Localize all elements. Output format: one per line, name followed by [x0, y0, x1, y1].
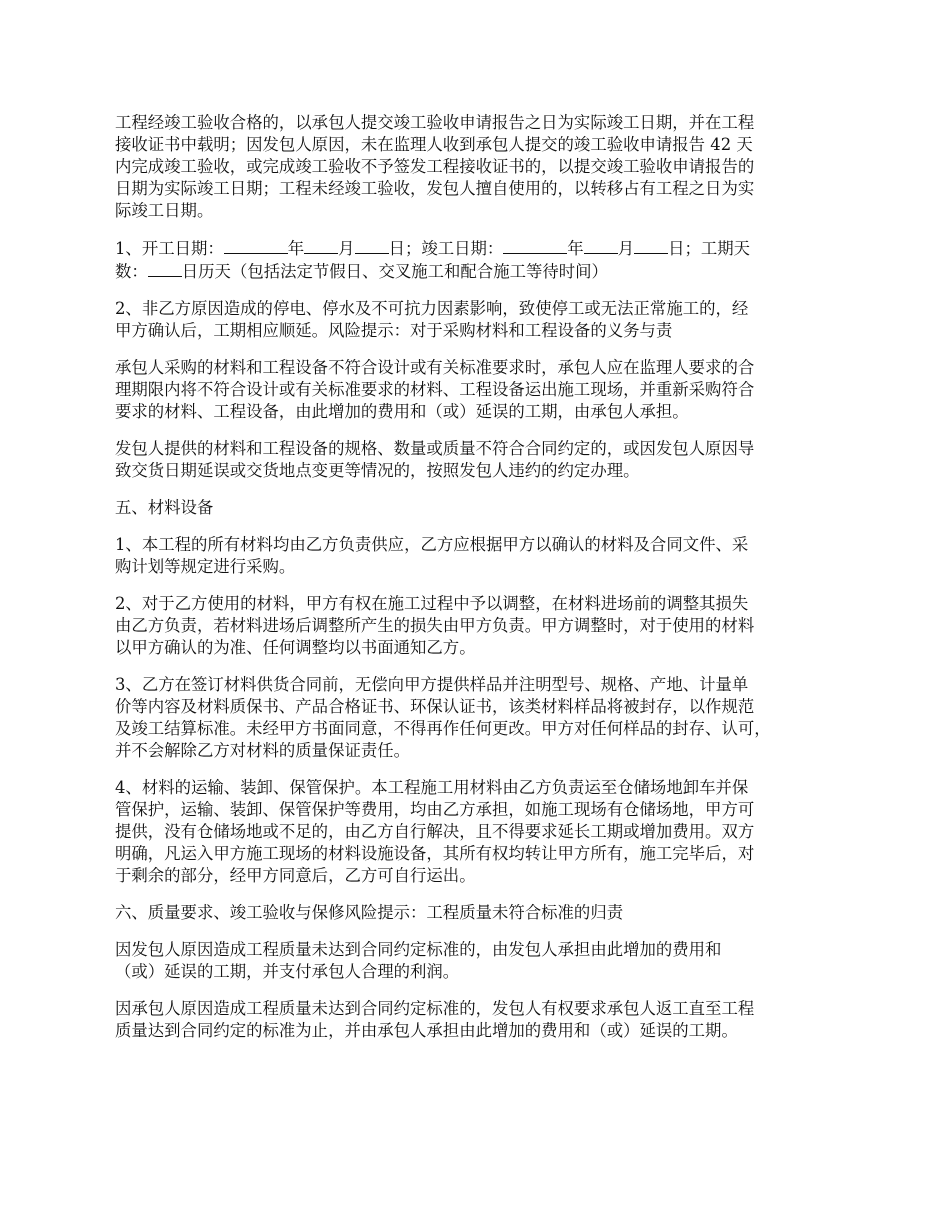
duration-label-cont: 数：	[115, 262, 148, 281]
text-line: 购计划等规定进行采购。	[115, 557, 296, 576]
duration-label: 日；工期天	[668, 239, 751, 258]
text-line: 2、非乙方原因造成的停电、停水及不可抗力因素影响，致使停工或无法正常施工的，经	[115, 299, 749, 318]
text-line: 内完成竣工验收，或完成竣工验收不予签发工程接收证书的，以提交竣工验收申请报告的	[115, 157, 755, 176]
text-line: 4、材料的运输、装卸、保管保护。本工程施工用材料由乙方负责运至仓储场地卸车并保	[115, 778, 749, 797]
text-line: 及竣工结算标准。未经甲方书面同意，不得再作任何更改。甲方对任何样品的封存、认可，	[115, 719, 771, 738]
paragraph-delay-extension	[115, 298, 851, 342]
paragraph-contractor-materials	[115, 357, 851, 423]
text-line: 发包人提供的材料和工程设备的规格、数量或质量不符合合同约定的，或因发包人原因导	[115, 439, 755, 458]
text-line: 五、材料设备	[115, 498, 214, 517]
text-line: 因承包人原因造成工程质量未达到合同约定标准的，发包人有权要求承包人返工直至工程	[115, 999, 755, 1018]
text-line: 甲方确认后，工期相应顺延。风险提示：对于采购材料和工程设备的义务与责	[115, 321, 673, 340]
text-line: 于剩余的部分，经甲方同意后，乙方可自行运出。	[115, 866, 476, 885]
end-year-blank[interactable]	[503, 237, 567, 254]
paragraph-schedule-dates	[115, 237, 851, 283]
year-label: 年	[287, 239, 305, 258]
text-line: 质量达到合同约定的标准为止，并由承包人承担由此增加的费用和（或）延误的工期。	[115, 1021, 738, 1040]
year-label: 年	[567, 239, 584, 258]
paragraph-material-transport	[115, 777, 851, 887]
end-day-blank[interactable]	[634, 237, 668, 254]
calendar-days-note: 日历天（包括法定节假日、交叉施工和配合施工等待时间）	[181, 262, 608, 281]
start-day-blank[interactable]	[355, 237, 389, 254]
text-line: （或）延误的工期，并支付承包人合理的利润。	[115, 962, 460, 981]
text-line: 提供，没有仓储场地或不足的，由乙方自行解决，且不得要求延长工期或增加费用。双方	[115, 822, 755, 841]
text-line: 要求的材料、工程设备，由此增加的费用和（或）延误的工期，由承包人承担。	[115, 402, 689, 421]
text-line	[115, 237, 851, 260]
paragraph-completion-date	[115, 112, 851, 222]
text-line: 价等内容及材料质保书、产品合格证书、环保认证书，该类材料样品将被封存，以作规范	[115, 697, 755, 716]
text-line: 承包人采购的材料和工程设备不符合设计或有关标准要求时，承包人应在监理人要求的合	[115, 358, 755, 377]
text-line: 工程经竣工验收合格的，以承包人提交竣工验收申请报告之日为实际竣工日期，并在工程	[115, 113, 755, 132]
document-page	[115, 112, 851, 1057]
text-line: 管保护，运输、装卸、保管保护等费用，均由乙方承担，如施工现场有仓储场地，甲方可	[115, 800, 755, 819]
text-line: 由乙方负责，若材料进场后调整所产生的损失由甲方负责。甲方调整时，对于使用的材料	[115, 616, 755, 635]
text-line: 2、对于乙方使用的材料，甲方有权在施工过程中予以调整，在材料进场前的调整其损失	[115, 594, 749, 613]
text-line: 理期限内将不符合设计或有关标准要求的材料、工程设备运出施工现场，并重新采购符合	[115, 380, 755, 399]
month-label: 月	[617, 239, 635, 258]
text-line: 3、乙方在签订材料供货合同前，无偿向甲方提供样品并注明型号、规格、产地、计量单	[115, 675, 749, 694]
start-year-blank[interactable]	[224, 237, 288, 254]
paragraph-material-samples	[115, 674, 851, 762]
text-line: 明确，凡运入甲方施工现场的材料设施设备，其所有权均转让甲方所有，施工完毕后，对	[115, 844, 755, 863]
completion-date-label: 日；竣工日期：	[388, 239, 504, 258]
text-line: 六、质量要求、竣工验收与保修风险提示：工程质量未符合标准的归责	[115, 903, 624, 922]
end-month-blank[interactable]	[584, 237, 618, 254]
text-line: 并不会解除乙方对材料的质量保证责任。	[115, 741, 411, 760]
paragraph-employer-materials	[115, 438, 851, 482]
paragraph-employer-quality-fault	[115, 939, 851, 983]
text-line: 因发包人原因造成工程质量未达到合同约定标准的，由发包人承担由此增加的费用和	[115, 940, 722, 959]
text-line: 致交货日期延误或交货地点变更等情况的，按照发包人违约的约定办理。	[115, 461, 640, 480]
text-line: 以甲方确认的为准、任何调整均以书面通知乙方。	[115, 638, 476, 657]
month-label: 月	[338, 239, 355, 258]
paragraph-contractor-quality-fault	[115, 998, 851, 1042]
start-month-blank[interactable]	[304, 237, 338, 254]
paragraph-materials-adjustment	[115, 593, 851, 659]
text-line: 1、本工程的所有材料均由乙方负责供应，乙方应根据甲方以确认的材料及合同文件、采	[115, 535, 749, 554]
paragraph-materials-supply	[115, 534, 851, 578]
section-heading-quality	[115, 902, 851, 924]
text-line	[115, 260, 851, 283]
section-heading-materials	[115, 497, 851, 519]
start-date-label: 1、开工日期：	[115, 239, 224, 258]
text-line: 际竣工日期。	[115, 201, 214, 220]
text-line: 日期为实际竣工日期；工程未经竣工验收，发包人擅自使用的，以转移占有工程之日为实	[115, 179, 755, 198]
duration-days-blank[interactable]	[148, 260, 182, 277]
text-line: 接收证书中载明；因发包人原因，未在监理人收到承包人提交的竣工验收申请报告 42 天	[115, 135, 753, 154]
